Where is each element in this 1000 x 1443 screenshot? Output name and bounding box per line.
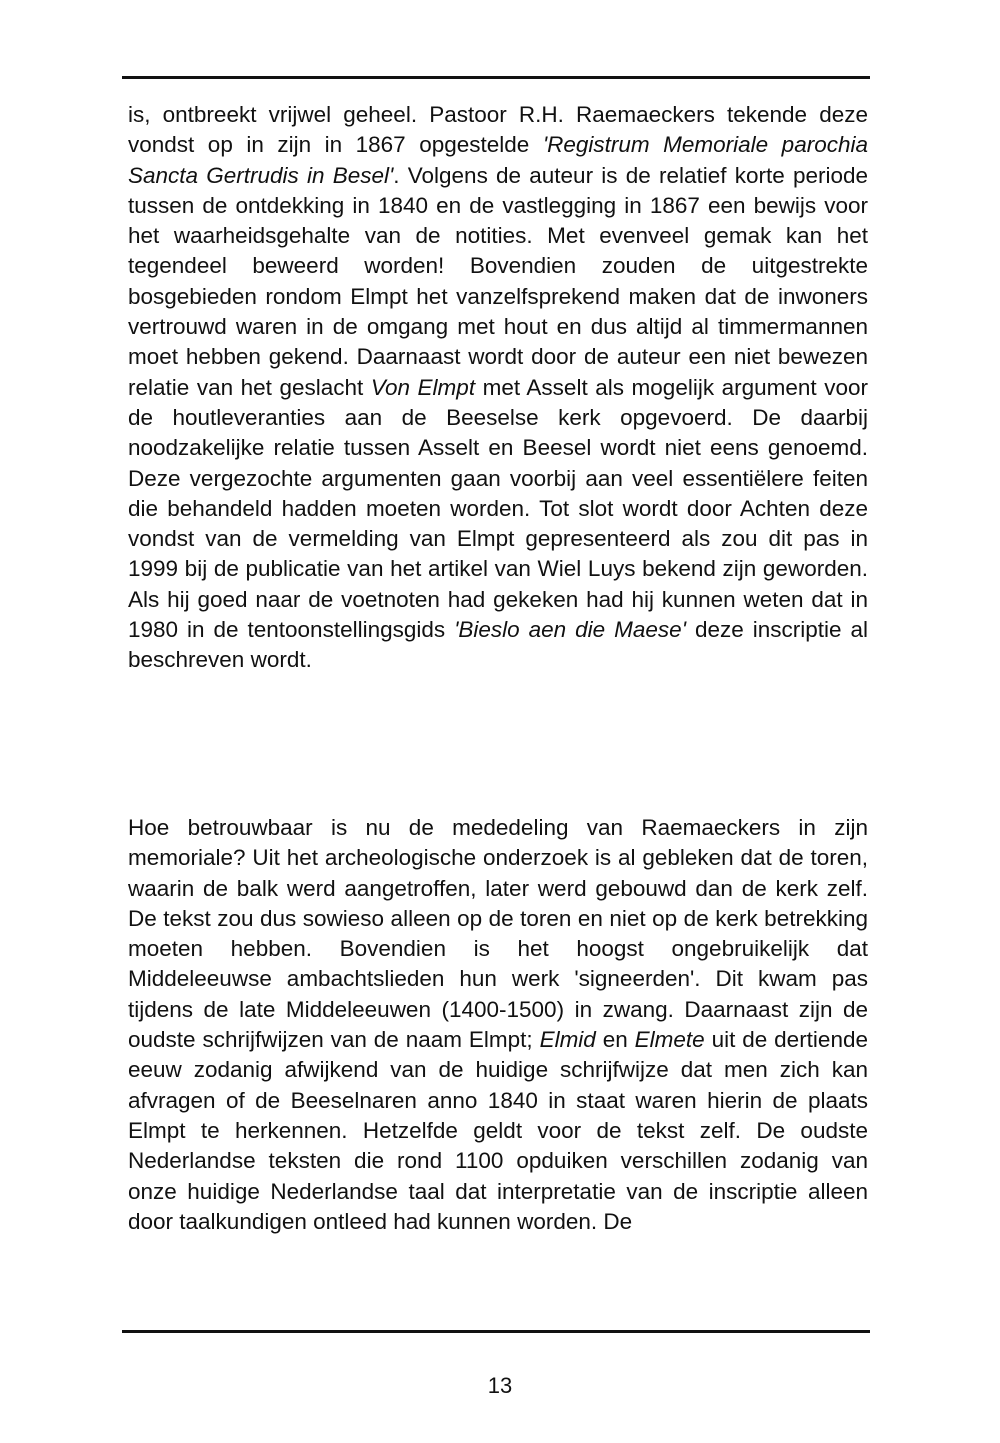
registrum-title: 'Registrum Memoriale parochia Sancta Gertrudis in Besel' bbox=[128, 132, 868, 188]
paragraph-2 bbox=[128, 813, 868, 1237]
top-rule bbox=[122, 76, 870, 79]
paragraph-1-text-c: . Volgens de auteur is de relatief korte periode tussen de ontdekking in 1840 en de vastlegging in 1867 een bewijs voor het waarheidsgehalte van de notities. Met evenveel gemak kan het tegendeel beweerd worden! Bovendien zouden de uitgestrekte bosgebieden rondom Elmpt het vanzelfsprekend maken dat de inwoners vertrouwd waren in de omgang met hout en dus altijd al timmermannen moet hebben gekend. Daarnaast wordt door de auteur een niet bewezen relatie van het geslacht bbox=[128, 162, 868, 400]
elmete-name: Elmete bbox=[634, 1027, 705, 1053]
page-number: 13 bbox=[487, 1373, 513, 1398]
elmid-name: Elmid bbox=[539, 1027, 596, 1053]
paragraph-2-text-a: Hoe betrouwbaar is nu de mededeling van Raemaeckers in zijn memoriale? Uit het archeologische onderzoek is al gebleken dat de toren, waarin de balk werd aangetroffen, later werd gebouwd dan de kerk zelf. De tekst zou dus sowieso alleen op de toren en niet op de kerk betrekking moeten hebben. Bovendien is het hoogst ongebruikelijk dat Middeleeuwse ambachtslieden hun werk 'signeerden'. Dit kwam pas tijdens de late Middeleeuwen (1400-1500) in zwang. Daarnaast zijn de oudste schrijfwijzen van de naam Elmpt; bbox=[128, 815, 868, 1053]
paragraph-1-text-a: is, ontbreekt vrijwel geheel. Pastoor R.H. Raemaeckers tekende deze vondst op in zijn in 1867 opgestelde bbox=[128, 102, 868, 158]
exhibition-guide-title: 'Bieslo aen die Maese' bbox=[454, 617, 686, 643]
paragraph-2-text-e: uit de dertiende eeuw zodanig afwijkend van de huidige schrijfwijze dat men zich kan afvragen of de Beeselnaren anno 1840 in staat waren hierin de plaats Elmpt te herkennen. Hetzelfde geldt voor de tekst zelf. De oudste Nederlandse teksten die rond 1100 opduiken verschillen zodanig van onze huidige Nederlandse taal dat interpretatie van de inscriptie alleen door taalkundigen ontleed had kunnen worden. De bbox=[128, 1027, 868, 1234]
paragraph-1-text-g: deze inscriptie al beschreven wordt. bbox=[128, 617, 868, 673]
paragraph-1 bbox=[128, 100, 868, 676]
paragraph-1-text-e: met Asselt als mogelijk argument voor de houtleveranties aan de Beeselse kerk opgevoerd. De daarbij noodzakelijke relatie tussen Asselt en Beesel wordt niet eens genoemd. Deze vergezochte argumenten gaan voorbij aan veel essentiëlere feiten die behandeld hadden moeten worden. Tot slot wordt door Achten deze vondst van de vermelding van Elmpt gepresenteerd als zou dit pas in 1999 bij de publicatie van het artikel van Wiel Luys bekend zijn geworden. Als hij goed naar de voetnoten had gekeken had hij kunnen weten dat in 1980 in de tentoonstellingsgids bbox=[128, 374, 868, 643]
paragraph-2-text-c: en bbox=[595, 1027, 635, 1053]
von-elmpt-name: Von Elmpt bbox=[370, 374, 476, 400]
bottom-rule bbox=[122, 1330, 870, 1333]
